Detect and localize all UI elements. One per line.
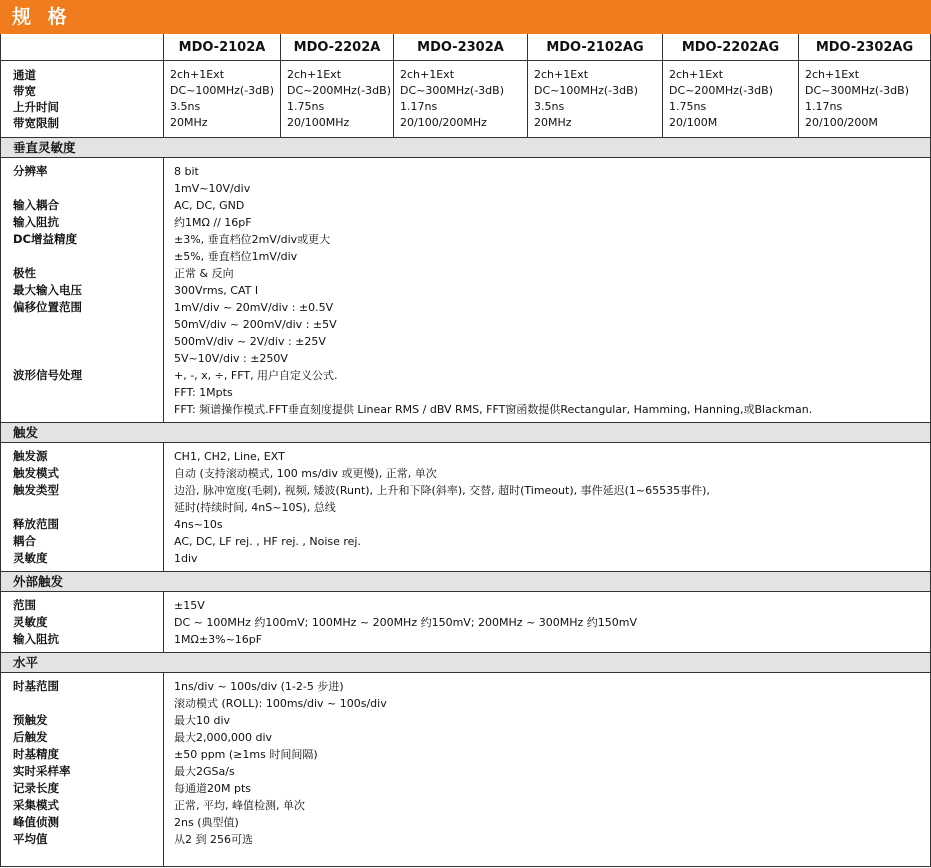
spec-value: DC~200MHz(-3dB) [287, 84, 391, 97]
spec-value: DC ~ 100MHz 约100mV; 100MHz ~ 200MHz 约150mV; 200MHz ~ 300MHz 约150mV [174, 616, 638, 629]
section-horizontal [1, 673, 930, 866]
spec-label [13, 695, 163, 712]
section-ext-trigger [1, 592, 930, 652]
section-title-trigger: 触发 [1, 422, 930, 443]
spec-value: 1.75ns [287, 100, 325, 113]
spec-value: 正常, 平均, 峰值检测, 单次 [174, 799, 305, 812]
section-title-vertical: 垂直灵敏度 [1, 137, 930, 158]
spec-label: 分辨率 [13, 164, 48, 178]
spec-value: 正常 & 反向 [174, 267, 234, 280]
spec-value: ±3%, 垂直档位2mV/div或更大 [174, 233, 331, 246]
spec-value: 1.17ns [805, 100, 843, 113]
spec-label: 触发模式 [13, 466, 59, 480]
spec-value: FFT: 1Mpts [174, 386, 233, 399]
spec-label: 通道 [13, 68, 36, 82]
spec-label [13, 333, 163, 350]
section-labels [1, 592, 163, 648]
spec-value: 1mV~10V/div [174, 182, 251, 195]
spec-value: 最大2GSa/s [174, 765, 235, 778]
spec-table [0, 34, 931, 867]
spec-label: 采集模式 [13, 798, 59, 812]
spec-value: 滚动模式 (ROLL): 100ms/div ~ 100s/div [174, 697, 387, 710]
spec-value: 5V~10V/div : ±250V [174, 352, 288, 365]
spec-value: CH1, CH2, Line, EXT [174, 450, 285, 463]
spec-label: 耦合 [13, 534, 36, 548]
spec-label [13, 180, 163, 197]
spec-value: 500mV/div ~ 2V/div : ±25V [174, 335, 326, 348]
spec-value: 3.5ns [534, 100, 565, 113]
spec-label [13, 248, 163, 265]
spec-value: 2ch+1Ext [534, 68, 589, 81]
spec-value: 2ns (典型值) [174, 816, 239, 829]
spec-label: 平均值 [13, 832, 48, 846]
spec-value: ±5%, 垂直档位1mV/div [174, 250, 298, 263]
section-values [163, 592, 930, 652]
spec-value: 2ch+1Ext [170, 68, 225, 81]
spec-label: 后触发 [13, 730, 48, 744]
spec-label: 输入阻抗 [13, 632, 59, 646]
spec-value: 300Vrms, CAT I [174, 284, 259, 297]
section-labels [1, 158, 163, 418]
section-values [163, 443, 930, 571]
spec-label [13, 350, 163, 367]
model-header: MDO-2202A [280, 34, 393, 61]
spec-value: 8 bit [174, 165, 199, 178]
spec-label: 释放范围 [13, 517, 59, 531]
model-header: MDO-2202AG [662, 34, 798, 61]
spec-value: 2ch+1Ext [400, 68, 455, 81]
model-header-row [1, 34, 930, 61]
spec-label: 峰值侦测 [13, 815, 59, 829]
spec-label: 输入阻抗 [13, 215, 59, 229]
spec-value: 50mV/div ~ 200mV/div : ±5V [174, 318, 337, 331]
model-column [280, 61, 393, 137]
spec-label: 时基精度 [13, 747, 59, 761]
spec-value: DC~100MHz(-3dB) [170, 84, 274, 97]
model-column [393, 61, 527, 137]
spec-value: AC, DC, LF rej. , HF rej. , Noise rej. [174, 535, 361, 548]
spec-value: 20MHz [534, 116, 572, 129]
model-header: MDO-2302A [393, 34, 527, 61]
model-spec-labels [1, 61, 163, 137]
spec-value: +, -, x, ÷, FFT, 用户自定义公式. [174, 369, 338, 382]
spec-label: 记录长度 [13, 781, 59, 795]
spec-value: 边沿, 脉冲宽度(毛刺), 视频, 矮波(Runt), 上升和下降(斜率), 交替, 超时(Timeout), 事件延迟(1~65535事件), [174, 484, 710, 497]
spec-value: 1div [174, 552, 198, 565]
spec-value: 20/100MHz [287, 116, 350, 129]
spec-value: DC~100MHz(-3dB) [534, 84, 638, 97]
spec-label: 波形信号处理 [13, 368, 82, 382]
spec-value: DC~300MHz(-3dB) [805, 84, 909, 97]
spec-banner: 规 格 [0, 0, 931, 34]
spec-value: 20/100M [669, 116, 718, 129]
spec-label: 最大输入电压 [13, 283, 82, 297]
model-header: MDO-2302AG [798, 34, 930, 61]
spec-value: 1mV/div ~ 20mV/div : ±0.5V [174, 301, 334, 314]
spec-value: 20/100/200M [805, 116, 878, 129]
spec-label: 偏移位置范围 [13, 300, 82, 314]
spec-label: 时基范围 [13, 679, 59, 693]
spec-label: DC增益精度 [13, 232, 77, 246]
spec-value: AC, DC, GND [174, 199, 245, 212]
section-values [163, 158, 930, 422]
spec-value: DC~200MHz(-3dB) [669, 84, 773, 97]
spec-label: 输入耦合 [13, 198, 59, 212]
spec-label: 触发类型 [13, 483, 59, 497]
section-values [163, 673, 930, 866]
spec-label: 上升时间 [13, 100, 59, 114]
spec-value: ±50 ppm (≥1ms 时间间隔) [174, 748, 318, 761]
spec-label [13, 499, 163, 516]
spec-label: 带宽 [13, 84, 36, 98]
spec-label: 实时采样率 [13, 764, 71, 778]
spec-value: ±15V [174, 599, 205, 612]
spec-label: 极性 [13, 266, 36, 280]
spec-value: 约1MΩ // 16pF [174, 216, 252, 229]
spec-value: DC~300MHz(-3dB) [400, 84, 504, 97]
spec-value: 从2 到 256可选 [174, 833, 253, 846]
spec-value: 1.75ns [669, 100, 707, 113]
spec-value: 1ns/div ~ 100s/div (1-2-5 步进) [174, 680, 344, 693]
spec-value: 4ns~10s [174, 518, 223, 531]
model-header: MDO-2102AG [527, 34, 662, 61]
model-column [798, 61, 930, 137]
spec-label: 预触发 [13, 713, 48, 727]
section-labels [1, 443, 163, 567]
spec-value: 延时(持续时间, 4nS~10S), 总线 [174, 501, 336, 514]
model-header: MDO-2102A [163, 34, 280, 61]
spec-value: FFT: 频谱操作模式.FFT垂直刻度提供 Linear RMS / dBV RMS, FFT窗函数提供Rectangular, Hamming, Hanning,或Blackman. [174, 403, 813, 416]
model-column [527, 61, 662, 137]
spec-value: 3.5ns [170, 100, 201, 113]
spec-label: 灵敏度 [13, 551, 48, 565]
model-column [662, 61, 798, 137]
spec-value: 20MHz [170, 116, 208, 129]
spec-label: 触发源 [13, 449, 48, 463]
spec-value: 1.17ns [400, 100, 438, 113]
spec-value: 最大2,000,000 div [174, 731, 273, 744]
spec-value: 2ch+1Ext [805, 68, 860, 81]
spec-value: 最大10 div [174, 714, 231, 727]
spec-label: 带宽限制 [13, 116, 59, 130]
spec-value: 2ch+1Ext [669, 68, 724, 81]
spec-value: 每通道20M pts [174, 782, 252, 795]
model-spec-block [1, 61, 930, 137]
spec-label: 范围 [13, 598, 36, 612]
section-labels [1, 673, 163, 848]
section-title-ext-trigger: 外部触发 [1, 571, 930, 592]
section-trigger [1, 443, 930, 571]
section-title-horizontal: 水平 [1, 652, 930, 673]
spec-value: 自动 (支持滚动模式, 100 ms/div 或更慢), 正常, 单次 [174, 467, 437, 480]
spec-value: 1MΩ±3%~16pF [174, 633, 263, 646]
spec-label [13, 384, 163, 401]
model-column [163, 61, 280, 137]
spec-value: 2ch+1Ext [287, 68, 342, 81]
spec-label: 灵敏度 [13, 615, 48, 629]
spec-value: 20/100/200MHz [400, 116, 487, 129]
spec-label [13, 401, 163, 418]
section-vertical [1, 158, 930, 422]
spec-label [13, 316, 163, 333]
